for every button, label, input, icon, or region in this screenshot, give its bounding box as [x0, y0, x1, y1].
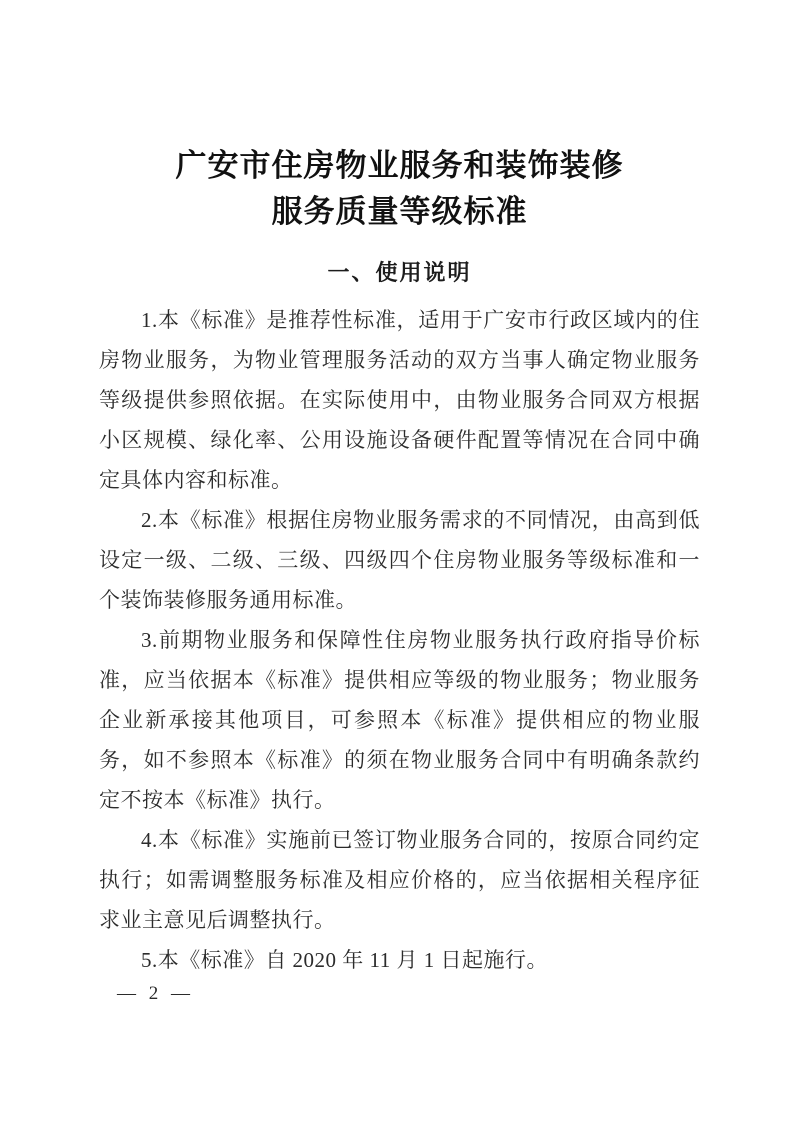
document-title-line1: 广安市住房物业服务和装饰装修	[175, 148, 624, 183]
page-number: — 2 —	[117, 983, 194, 1004]
document-content	[99, 0, 700, 980]
document-title	[99, 143, 700, 235]
section-heading: 一、使用说明	[327, 260, 472, 285]
paragraph-1: 1.本《标准》是推荐性标准，适用于广安市行政区域内的住房物业服务，为物业管理服务活动的双方当事人确定物业服务等级提供参照依据。在实际使用中，由物业服务合同双方根据小区规模、绿化率、公用设施设备硬件配置等情况在合同中确定具体内容和标准。	[99, 308, 700, 492]
paragraph-4: 4.本《标准》实施前已签订物业服务合同的，按原合同约定执行；如需调整服务标准及相应价格的，应当依据相关程序征求业主意见后调整执行。	[99, 828, 700, 932]
document-title-line2: 服务质量等级标准	[271, 194, 528, 229]
paragraph-3: 3.前期物业服务和保障性住房物业服务执行政府指导价标准，应当依据本《标准》提供相应等级的物业服务；物业服务企业新承接其他项目，可参照本《标准》提供相应的物业服务，如不参照本《标准》的须在物业服务合同中有明确条款约定不按本《标准》执行。	[99, 628, 700, 812]
document-body	[99, 300, 700, 980]
page-footer	[117, 983, 194, 1005]
paragraph-5: 5.本《标准》自 2020 年 11 月 1 日起施行。	[141, 948, 548, 972]
paragraph-2: 2.本《标准》根据住房物业服务需求的不同情况，由高到低设定一级、二级、三级、四级四个住房物业服务等级标准和一个装饰装修服务通用标准。	[99, 508, 700, 612]
